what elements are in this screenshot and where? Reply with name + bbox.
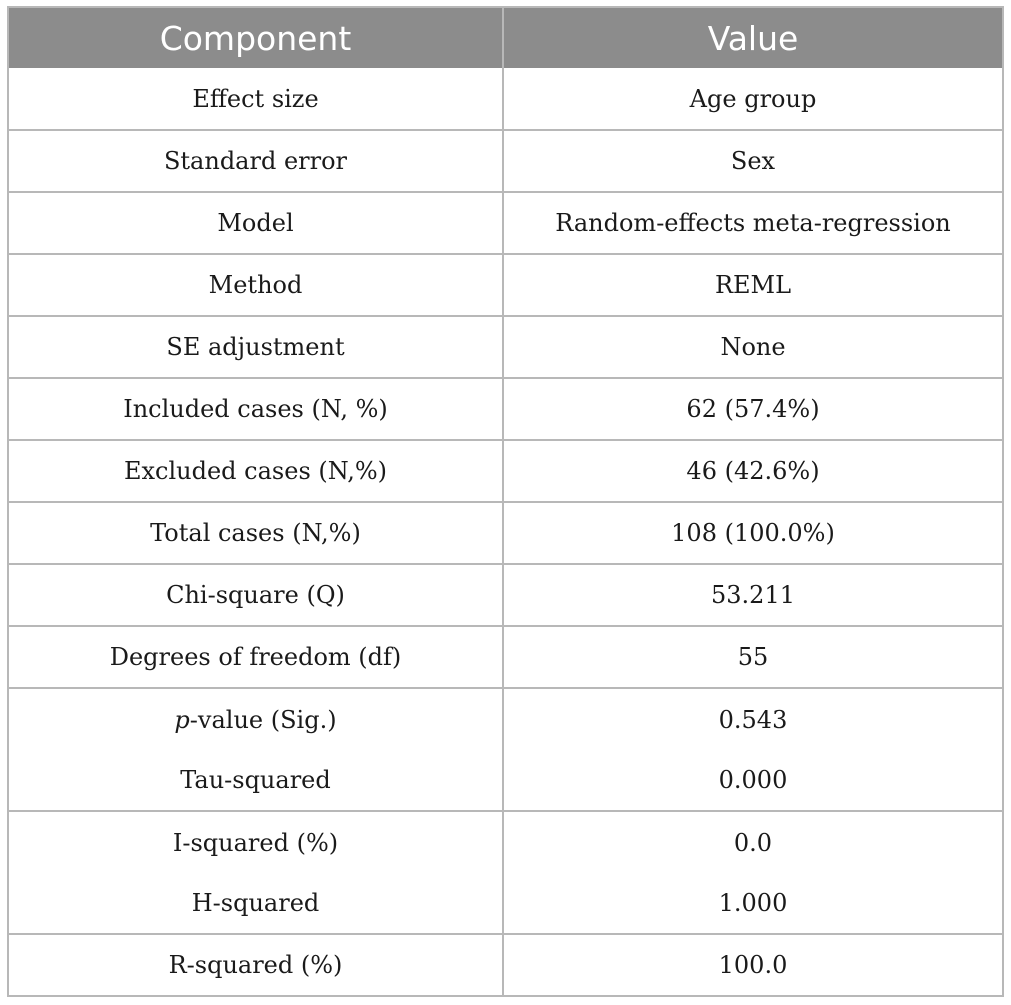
table-body: [8, 68, 1003, 996]
table-row: [8, 440, 1003, 502]
row-component: H-squared: [8, 873, 503, 934]
row-component: Degrees of freedom (df): [8, 626, 503, 688]
row-value: 53.211: [503, 564, 1003, 626]
row-value: 0.543: [503, 688, 1003, 750]
header-row: [8, 7, 1003, 68]
table-row: [8, 68, 1003, 130]
row-component: Method: [8, 254, 503, 316]
row-component: I-squared (%): [8, 811, 503, 873]
row-value: Random-effects meta-regression: [503, 192, 1003, 254]
row-component: Tau-squared: [8, 750, 503, 811]
results-table: [7, 6, 1004, 997]
results-table-container: [7, 6, 1002, 997]
table-row: [8, 502, 1003, 564]
row-component: Model: [8, 192, 503, 254]
row-value: Age group: [503, 68, 1003, 130]
row-value: 0.000: [503, 750, 1003, 811]
table-row: [8, 873, 1003, 934]
table-row: [8, 378, 1003, 440]
row-component: Standard error: [8, 130, 503, 192]
row-value: 0.0: [503, 811, 1003, 873]
row-component: Excluded cases (N,%): [8, 440, 503, 502]
row-value: 108 (100.0%): [503, 502, 1003, 564]
row-value: 1.000: [503, 873, 1003, 934]
table-row: [8, 750, 1003, 811]
row-value: 100.0: [503, 934, 1003, 996]
table-row: [8, 811, 1003, 873]
table-row: [8, 564, 1003, 626]
table-row: [8, 934, 1003, 996]
table-row: [8, 254, 1003, 316]
table-row: [8, 626, 1003, 688]
p-italic: p: [174, 705, 190, 734]
row-value: 46 (42.6%): [503, 440, 1003, 502]
header-value: Value: [503, 7, 1003, 68]
row-value: Sex: [503, 130, 1003, 192]
table-row: [8, 688, 1003, 750]
header-component: Component: [8, 7, 503, 68]
row-component: Chi-square (Q): [8, 564, 503, 626]
row-value: None: [503, 316, 1003, 378]
table-header: [8, 7, 1003, 68]
row-value: REML: [503, 254, 1003, 316]
row-component: R-squared (%): [8, 934, 503, 996]
row-component: [8, 688, 503, 750]
table-row: [8, 192, 1003, 254]
p-value-label: -value (Sig.): [189, 705, 337, 734]
row-component: Included cases (N, %): [8, 378, 503, 440]
row-value: 55: [503, 626, 1003, 688]
table-row: [8, 316, 1003, 378]
table-row: [8, 130, 1003, 192]
row-component: SE adjustment: [8, 316, 503, 378]
row-value: 62 (57.4%): [503, 378, 1003, 440]
row-component: Total cases (N,%): [8, 502, 503, 564]
row-component: Effect size: [8, 68, 503, 130]
